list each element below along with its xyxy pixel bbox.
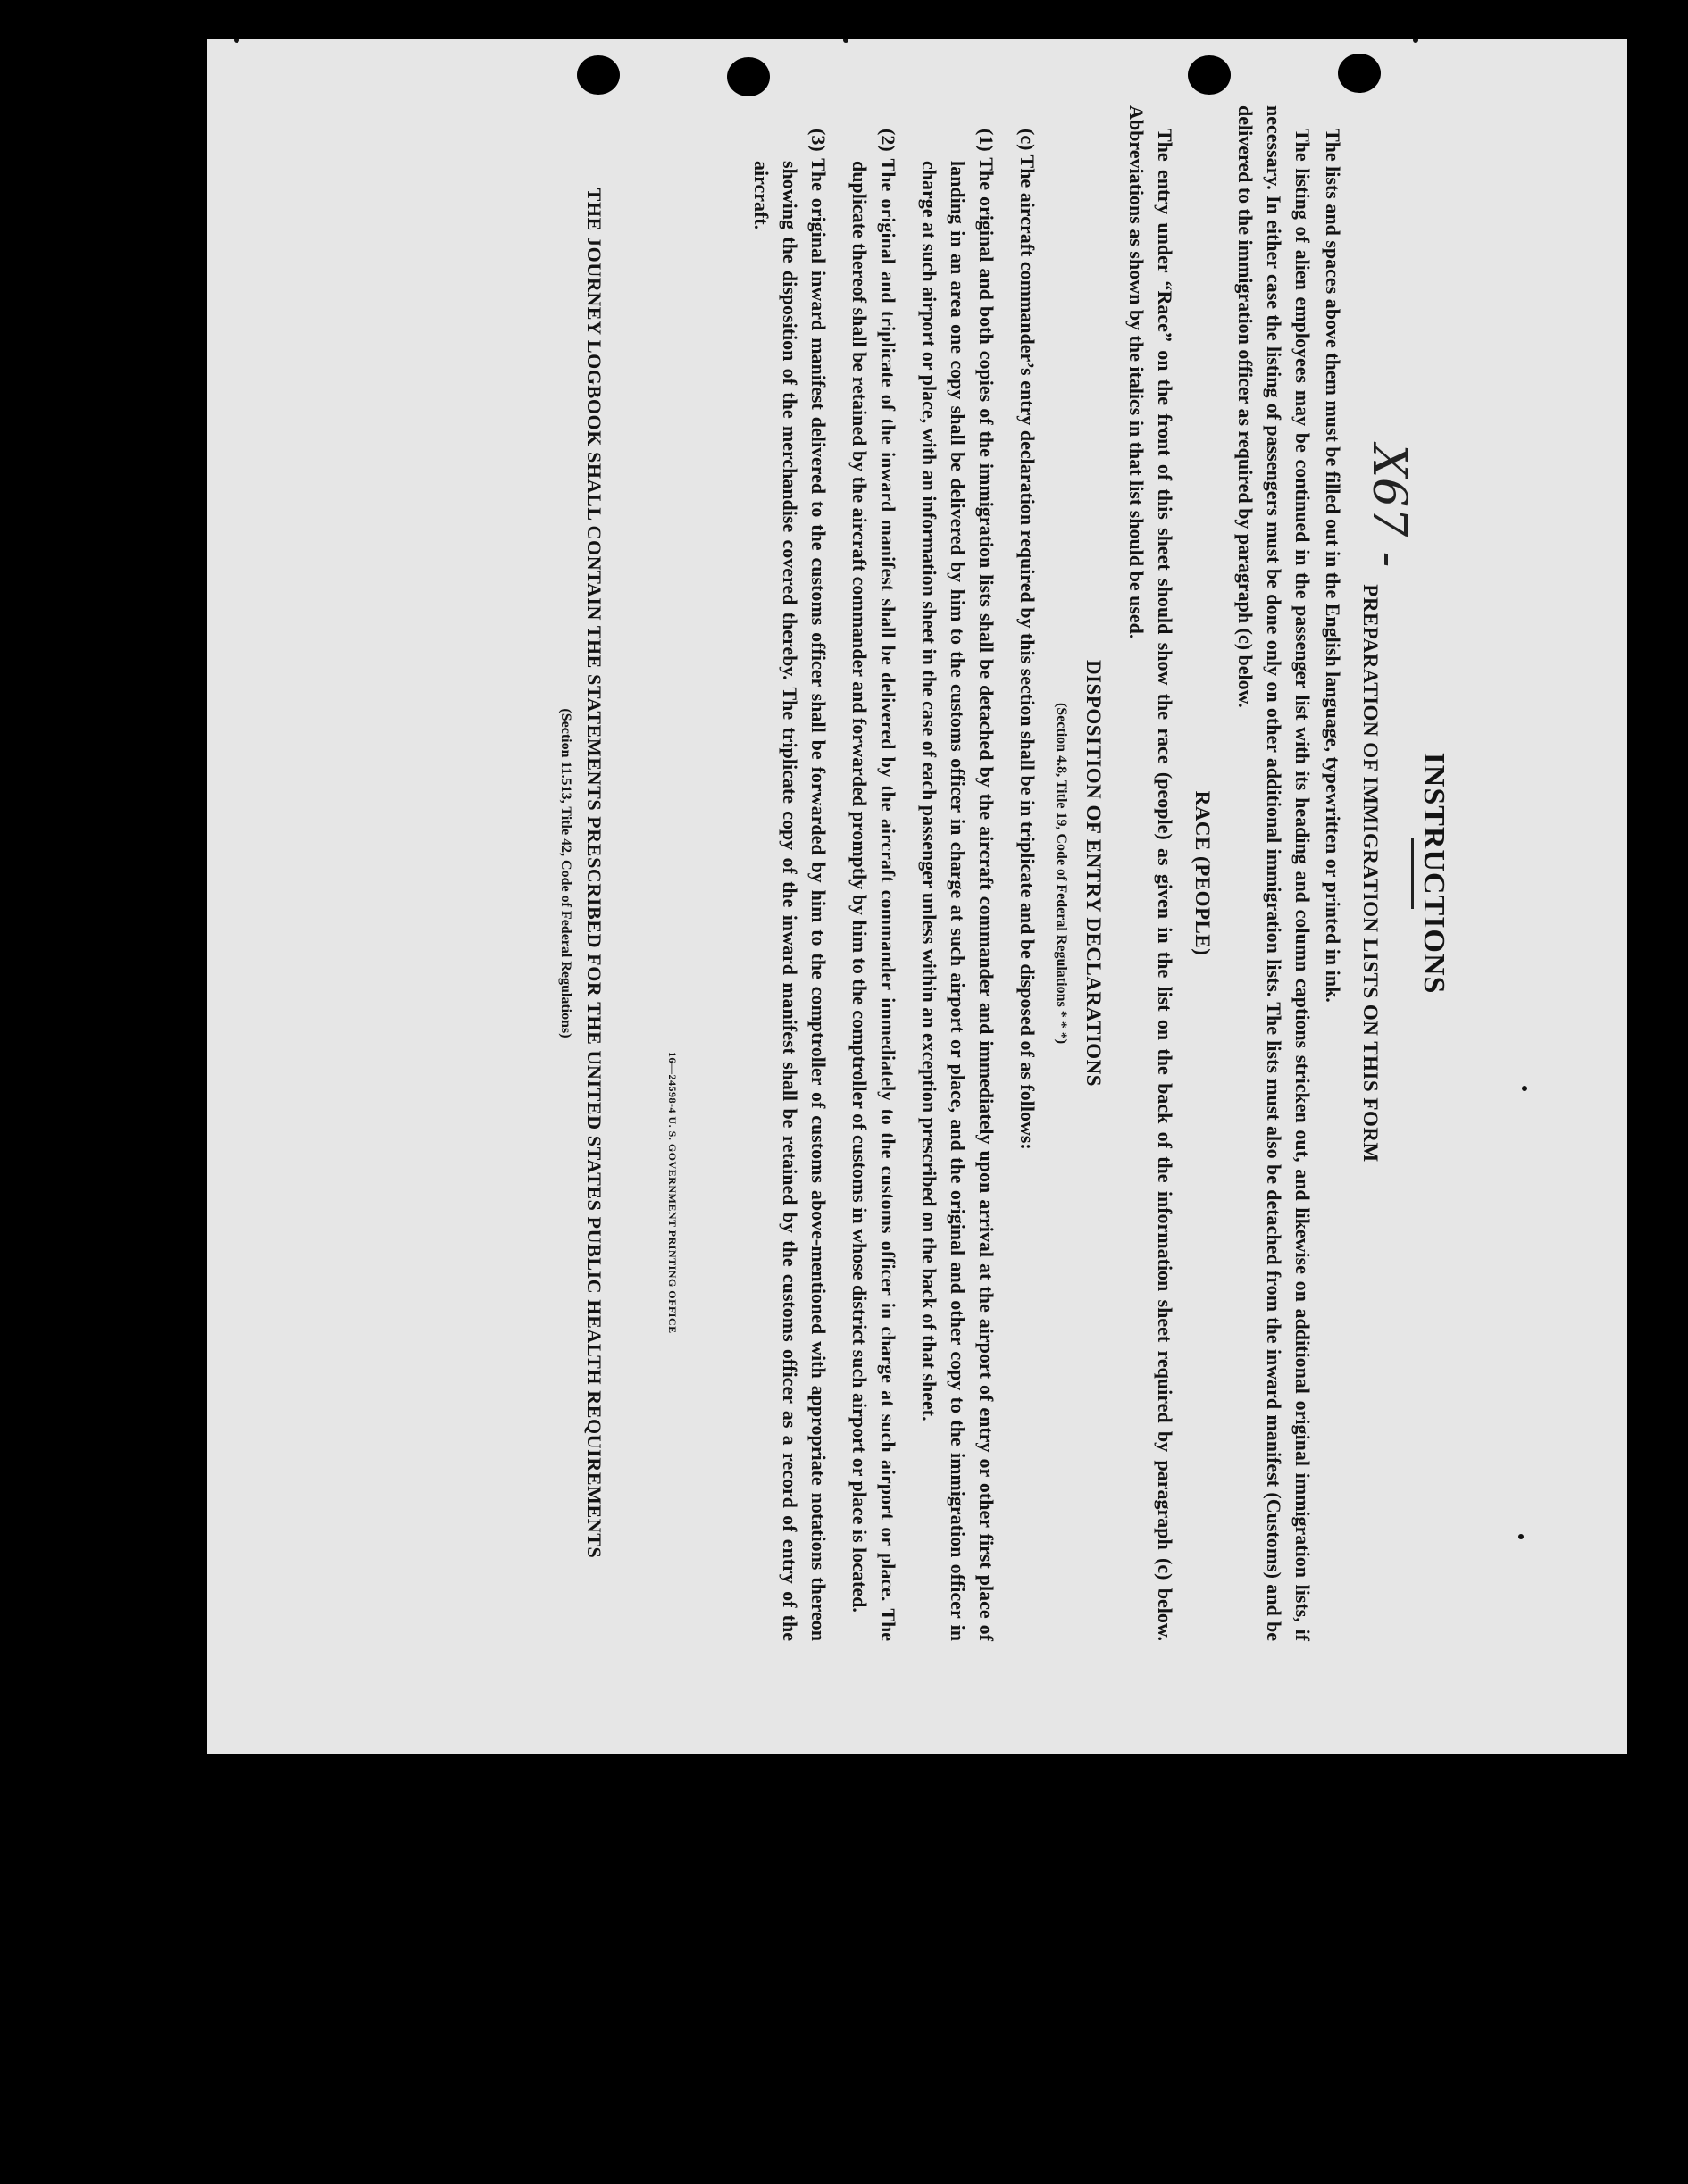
punch-hole xyxy=(577,55,620,95)
preparation-heading: PREPARATION OF IMMIGRATION LISTS ON THIS FORM xyxy=(1359,584,1382,1163)
race-paragraph: The entry under “Race” on the front of this sheet should show the race (people) as given in the list on the back of the information sheet required by paragraph (c) below. Abbreviations as shown by the italics in that list should be used. xyxy=(1125,105,1176,1641)
rotated-instructions xyxy=(385,105,1448,1641)
footer xyxy=(551,105,608,1641)
punch-hole xyxy=(727,57,770,96)
disposition-item-2: (2) The original and triplicate of the inward manifest shall be delivered by the aircraft commander immediately to the customs officer in charge at such airport or place. The duplicate thereof shall be retained by the aircraft commander and forwarded promptly by him to the comptroller of customs in whose district such airport or place is located. xyxy=(848,129,899,1641)
disposition-item-1: (1) The original and both copies of the immigration lists shall be detached by the aircraft commander and immediately upon arrival at the airport of entry or other first place of landing in an area one copy shall be delivered by him to the customs officer in charge at such airport or place, and the original and other copy to the immigration officer in charge at such airport or place, with an information sheet in the case of each passenger unless within an exception prescribed on the back of that sheet. xyxy=(918,129,998,1641)
handwritten-mark: X67 - xyxy=(1362,445,1416,568)
speck xyxy=(1522,1086,1527,1091)
speck xyxy=(1518,1534,1524,1539)
page-title: INSTRUCTIONS xyxy=(1417,752,1450,995)
disposition-reference: (Section 4.8, Title 19, Code of Federal Regulations * * *) xyxy=(1054,702,1069,1045)
preparation-paragraph-2: The listing of alien employees may be continued in the passenger list with its heading and column captions stricken out, and likewise on additional original immigration lists, if necessary. In either case the listing of passengers must be done only on other additional immigration lists. The lists must also be detached from the inward manifest (Customs) and be delivered to the immigration officer as required by paragraph (c) below. xyxy=(1234,105,1314,1641)
disposition-item-3: (3) The original inward manifest delivered to the customs officer shall be forwarded by him to the comptroller of customs above-mentioned with appropriate notations thereon showing the disposition of the merchandise covered thereby. The triplicate copy of the inward manifest shall be retained by the customs officer as a record of entry of the aircraft. xyxy=(750,129,830,1641)
disposition-heading: DISPOSITION OF ENTRY DECLARATIONS xyxy=(1082,659,1105,1088)
speck xyxy=(234,39,239,43)
printer-line: 16—24598-4 U. S. GOVERNMENT PRINTING OFFICE xyxy=(666,1052,679,1334)
document-page xyxy=(207,39,1627,1754)
footer-reference: (Section 11.513, Title 42, Code of Federal Regulations) xyxy=(558,708,573,1038)
disposition-intro: (c) The aircraft commander’s entry declaration required by this section shall be in triplicate and be disposed of as follows: xyxy=(1016,129,1039,1150)
footer-statement: THE JOURNEY LOGBOOK SHALL CONTAIN THE STATEMENTS PRESCRIBED FOR THE UNITED STATES PUBLIC HEALTH REQUIREMENTS xyxy=(583,188,606,1559)
title-underline xyxy=(1411,838,1414,909)
speck xyxy=(1413,39,1418,43)
speck xyxy=(843,39,848,43)
punch-hole xyxy=(1188,55,1231,95)
preparation-paragraph-1: The lists and spaces above them must be filled out in the English language, typewritten or printed in ink. xyxy=(1322,129,1344,1003)
race-heading: RACE (PEOPLE) xyxy=(1191,790,1214,956)
punch-hole xyxy=(1338,54,1381,93)
